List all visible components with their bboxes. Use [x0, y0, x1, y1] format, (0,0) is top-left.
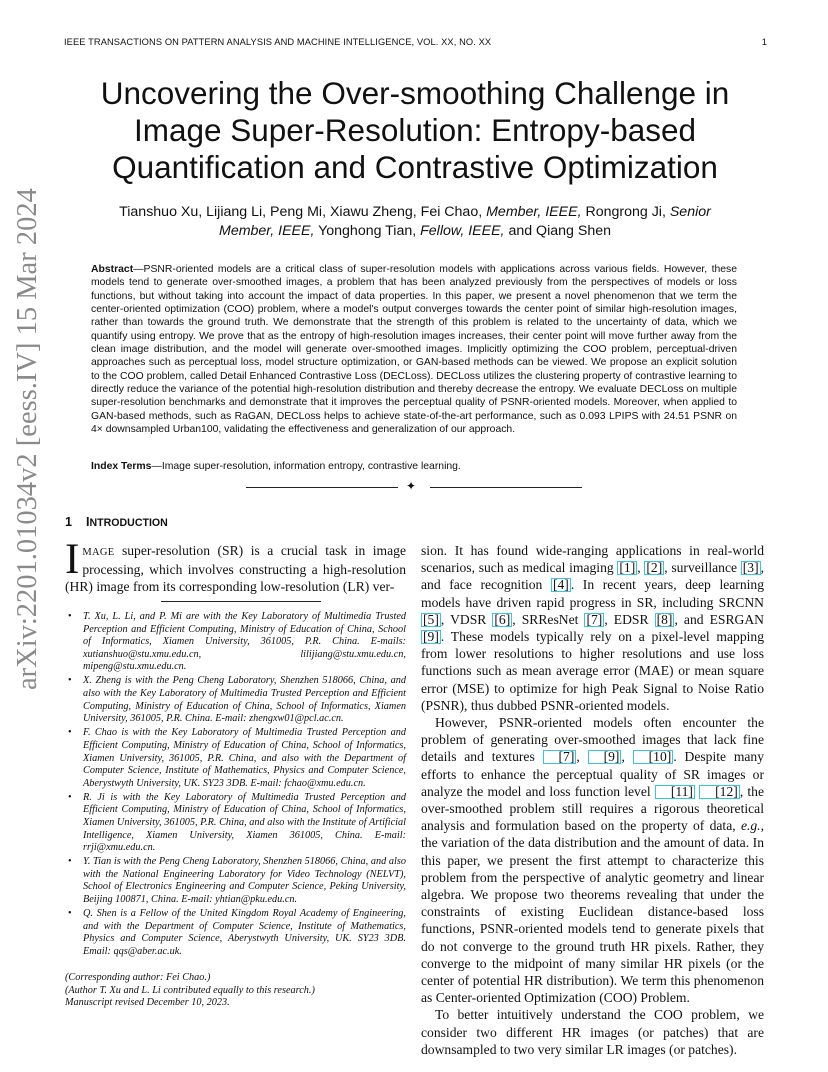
manuscript-revision-note: Manuscript revised December 10, 2023.	[65, 997, 230, 1009]
author-group-1: Tianshuo Xu, Lijiang Li, Peng Mi, Xiawu Zheng, Fei Chao,	[119, 204, 487, 220]
body-text: , surveillance	[664, 560, 741, 576]
body-text: , and ESRGAN	[674, 611, 764, 627]
corresponding-author-note: (Corresponding author: Fei Chao.)	[65, 972, 211, 983]
citation-link[interactable]: [5]	[423, 611, 439, 627]
citation-link[interactable]: [7]	[586, 611, 603, 627]
citation-link[interactable]: [11]	[655, 785, 695, 799]
citation-link[interactable]: [9]	[423, 629, 439, 645]
section-title-initial: I	[86, 515, 90, 529]
intro-smallcaps: MAGE	[82, 547, 115, 558]
body-text: sion. It has found wide-ranging applications in real-world scenarios, such as medical imaging	[421, 543, 764, 576]
citation-link[interactable]: [1]	[619, 560, 636, 576]
author-group-4: and Qiang Shen	[504, 223, 611, 239]
body-text: . Despite many efforts to enhance the perceptual quality of SR images or analyze the model and loss function level	[421, 749, 765, 799]
body-text: , VDSR	[440, 611, 493, 627]
body-text: . In recent years, deep learning models have driven rapid progress in SR, including SRCNN	[421, 577, 764, 610]
separator-line-right	[430, 487, 582, 488]
abstract	[91, 263, 737, 436]
arxiv-stamp: arXiv:2201.01034v2 [eess.IV] 15 Mar 2024	[12, 188, 43, 690]
index-terms-text: Image super-resolution, information entropy, contrastive learning.	[161, 461, 461, 472]
footnote-item: • F. Chao is with the Key Laboratory of Multimedia Trusted Perception and Efficient Computing, Ministry of Education of China, School of Informatics, Xiamen University, 361005, P.R. China, and also with the Department of Computer Science, Institute of Mathematics, Physics and Computer Science, Aberystwyth University, UK. SY23 3DB. E-mail: fchao@xmu.edu.cn.	[65, 727, 406, 790]
right-column	[421, 542, 764, 1058]
body-text: , the over-smoothed problem still requires a rigorous theoretical analysis and formulation based on the property of data,	[421, 783, 764, 834]
page-number: 1	[761, 37, 767, 47]
equal-contribution-note: (Author T. Xu and L. Li contributed equally to this research.)	[65, 984, 315, 996]
section-number: 1	[65, 515, 73, 529]
index-terms-dash: —	[151, 461, 162, 472]
body-text: ,	[637, 560, 645, 576]
journal-name: IEEE TRANSACTIONS ON PATTERN ANALYSIS AND MACHINE INTELLIGENCE, VOL. XX, NO. XX	[64, 37, 492, 47]
citation-link[interactable]: [6]	[494, 611, 511, 627]
body-text: , EDSR	[604, 611, 655, 627]
citation-link[interactable]: [12]	[699, 785, 740, 799]
running-head	[64, 37, 767, 47]
citation-link[interactable]: [7]	[543, 750, 577, 764]
body-text: , SRResNet	[512, 611, 585, 627]
author-notes	[65, 972, 406, 1010]
body-text: However, PSNR-oriented models often encounter the problem of generating over-smoothed images that lack fine details and textures	[421, 715, 764, 765]
author-role-member: Member, IEEE,	[486, 204, 582, 220]
body-paragraph-3	[421, 1006, 764, 1058]
index-terms-label: Index Terms	[91, 461, 152, 472]
body-text: . These models typically rely on a pixel-level mapping from lower resolutions to higher resolutions and use loss functions such as mean average error (MAE) or mean square error (MSE) to optimize for high Peak Signal to Noise Ratio (PSNR), thus dubbed PSNR-oriented models.	[421, 629, 764, 713]
separator-line-left	[246, 487, 398, 488]
index-terms	[91, 461, 737, 472]
citation-link[interactable]: [3]	[742, 560, 759, 576]
author-list	[100, 203, 730, 241]
abstract-label: Abstract	[91, 264, 134, 275]
body-text: To better intuitively understand the COO problem, we consider two different HR images (or patches) that are downsampled to two very similar LR images (or patches).	[421, 1007, 764, 1057]
footnote-item: • R. Ji is with the Key Laboratory of Multimedia Trusted Perception and Efficient Computing, Ministry of Education of China, School of Informatics, Xiamen University, 361005, P.R. China, and also with the Institute of Artificial Intelligence, Xiamen University, Xiamen 361005, China. E-mail: rrji@xmu.edu.cn.	[65, 792, 406, 855]
body-paragraph-2	[421, 714, 764, 1006]
body-text: , and face recognition	[421, 560, 765, 593]
abstract-dash: —	[133, 264, 144, 275]
author-role-senior-member: Senior Member, IEEE,	[219, 204, 711, 239]
author-group-3: Yonghong Tian,	[314, 223, 421, 239]
footnote-item: • X. Zheng is with the Peng Cheng Laboratory, Shenzhen 518066, China, and also with the Key Laboratory of Multimedia Trusted Perception and Efficient Computing, Ministry of Education of China, School of Informatics, Xiamen University, 361005, P.R. China. E-mail: zhengxw01@pcl.ac.cn.	[65, 675, 406, 725]
paper-title: Uncovering the Over-smoothing Challenge in Image Super-Resolution: Entropy-based Quantification and Contrastive Optimization	[100, 75, 730, 185]
section-title-rest: NTRODUCTION	[89, 517, 168, 529]
section-heading	[65, 515, 168, 529]
drop-cap: I	[65, 536, 80, 583]
footnote-item: • Y. Tian is with the Peng Cheng Laboratory, Shenzhen 518066, China, and also with the National Engineering Laboratory for Video Technology (NELVT), School of Electronics Engineering and Computer Science, Peking University, Beijing 100871, China. E-mail: yhtian@pku.edu.cn.	[65, 856, 406, 906]
footnote-item: • Q. Shen is a Fellow of the United Kingdom Royal Academy of Engineering, and with the Department of Computer Science, Institute of Mathematics, Physics and Computer Science, Aberystwyth University, UK. SY23 3DB. Email: qqs@aber.ac.uk.	[65, 908, 406, 958]
footnote-item: • T. Xu, L. Li, and P. Mi are with the Key Laboratory of Multimedia Trusted Perception and Efficient Computing, Ministry of Education of China, School of Informatics, Xiamen University, 361005, P.R. China. E-mails: xutianshuo@stu.xmu.edu.cn, lilijiang@stu.xmu.edu.cn, mipeng@stu.xmu.edu.cn.	[65, 611, 406, 674]
body-text: ,	[621, 749, 633, 765]
citation-link[interactable]: [10]	[633, 750, 674, 764]
citation-link[interactable]: [8]	[656, 611, 673, 627]
separator-diamond-icon: ✦	[406, 479, 417, 493]
author-group-2: Rongrong Ji,	[581, 204, 670, 220]
citation-link[interactable]: [2]	[646, 560, 663, 576]
body-text-italic: e.g.	[740, 818, 761, 834]
footnote-rule	[161, 601, 321, 602]
intro-text: super-resolution (SR) is a crucial task in image processing, which involves constructing a high-resolution (HR) image from its corresponding low-resolution (LR) ver-	[65, 543, 406, 595]
intro-paragraph	[65, 536, 406, 596]
body-text: , the variation of the data distribution and the amount of data. In this paper, we present the first attempt to characterize this problem from the perspective of analytic geometry and linear algebra. We propose two theorems revealing that under the constraints of existing Euclidean distance-based loss functions, PSNR-oriented models tend to generate pixels that do not converge to the ground truth HR pixels. Rather, they converge to the midpoint of many similar HR pixels (or the center of potential HR distribution). We term this phenomenon as Center-oriented Optimization (COO) Problem.	[421, 818, 764, 1006]
body-paragraph-1	[421, 542, 764, 714]
abstract-text: PSNR-oriented models are a critical class of super-resolution models with applications across various fields. However, these models tend to generate over-smoothed images, a problem that has been analyzed previously from the perspectives of models or loss functions, but without taking into account the impact of data properties. In this paper, we present a novel phenomenon that we term the center-oriented optimization (COO) problem, where a model's output converges towards the center point of similar high-resolution images, rather than towards the ground truth. We demonstrate that the strength of this problem is related to the uncertainty of data, which we quantify using entropy. We prove that as the entropy of high-resolution images increases, their center point will move further away from the clean image distribution, and the model will generate over-smoothed images. Implicitly optimizing the COO problem, perceptual-driven approaches such as perceptual loss, model structure optimization, or GAN-based methods can be viewed. We propose an explicit solution to the COO problem, called Detail Enhanced Contrastive Loss (DECLoss). DECLoss utilizes the clustering property of contrastive learning to directly reduce the variance of the potential high-resolution distribution and thereby decrease the entropy. We evaluate DECLoss on multiple super-resolution benchmarks and demonstrate that it improves the perceptual quality of PSNR-oriented models. Moreover, when applied to GAN-based methods, such as RaGAN, DECLoss helps to achieve state-of-the-art performance, such as 0.093 LPIPS with 24.51 PSNR on 4× downsampled Urban100, validating the effectiveness and generalization of our approach.	[91, 264, 737, 436]
body-text: ,	[576, 749, 588, 765]
citation-link[interactable]: [9]	[588, 750, 622, 764]
affiliation-footnotes	[65, 611, 406, 960]
author-role-fellow: Fellow, IEEE,	[420, 223, 505, 239]
citation-link[interactable]: [4]	[552, 577, 569, 593]
